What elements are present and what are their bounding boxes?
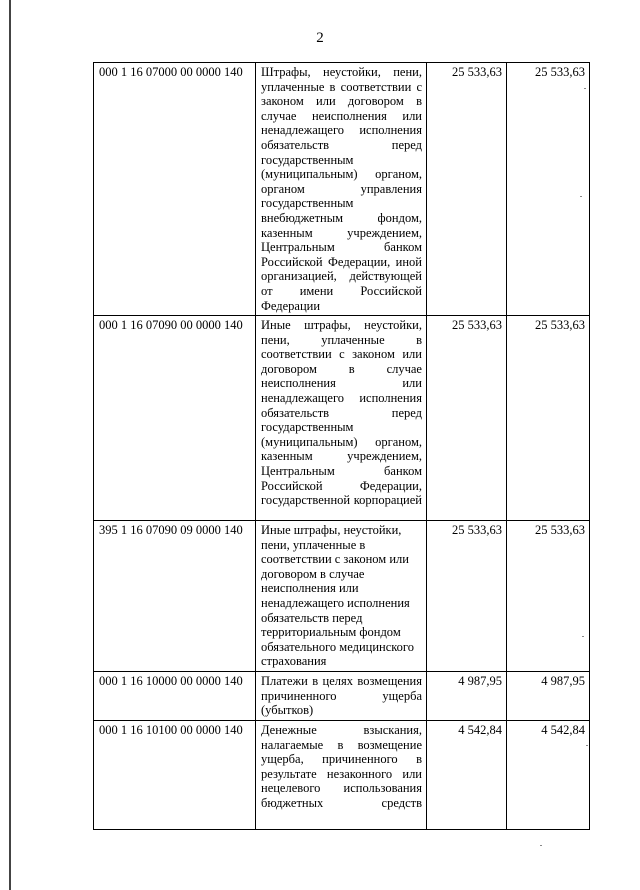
budget-revenue-table	[93, 62, 590, 830]
table-row	[94, 63, 590, 316]
revenue-code-cell: 000 1 16 10000 00 0000 140	[94, 672, 256, 721]
page-number: 2	[316, 30, 324, 46]
amount-cell: 4 542,84	[427, 721, 507, 830]
scan-speck	[540, 845, 542, 846]
revenue-description-cell: Иные штрафы, неустойки, пени, уплаченные в соответствии с законом или договором в случае неисполнения или ненадлежащего исполнения обязательств перед государственным (муниципальным) органом, казенным учреждением, Центральным банком Российской Федерации, государственной корпорацией	[256, 316, 427, 521]
scan-speck	[582, 636, 584, 637]
revenue-code-cell: 000 1 16 07000 00 0000 140	[94, 63, 256, 316]
scan-speck	[586, 745, 588, 746]
left-margin-line	[9, 0, 11, 890]
amount-cell: 25 533,63	[507, 521, 590, 672]
amount-cell: 25 533,63	[427, 316, 507, 521]
amount-cell: 25 533,63	[427, 63, 507, 316]
table-row	[94, 672, 590, 721]
amount-cell: 25 533,63	[507, 316, 590, 521]
scan-speck	[580, 196, 582, 197]
revenue-code-cell: 000 1 16 10100 00 0000 140	[94, 721, 256, 830]
amount-cell: 25 533,63	[507, 63, 590, 316]
table-row	[94, 316, 590, 521]
amount-cell: 4 542,84	[507, 721, 590, 830]
scan-speck	[584, 88, 586, 89]
amount-cell: 25 533,63	[427, 521, 507, 672]
table-row	[94, 521, 590, 672]
revenue-description-cell: Иные штрафы, неустойки, пени, уплаченные в соответствии с законом или договором в случае неисполнения или ненадлежащего исполнения обязательств перед территориальным фондом обязательного медицинского страхования	[256, 521, 427, 672]
revenue-code-cell: 000 1 16 07090 00 0000 140	[94, 316, 256, 521]
revenue-description-cell: Денежные взыскания, налагаемые в возмещение ущерба, причиненного в результате незаконного или нецелевого использования бюджетных средств	[256, 721, 427, 830]
revenue-description-cell: Штрафы, неустойки, пени, уплаченные в соответствии с законом или договором в случае неисполнения или ненадлежащего исполнения обязательств перед государственным (муниципальным) органом, органом управления государственным внебюджетным фондом, казенным учреждением, Центральным банком Российской Федерации, иной организацией, действующей от имени Российской Федерации	[256, 63, 427, 316]
amount-cell: 4 987,95	[427, 672, 507, 721]
table-row	[94, 721, 590, 830]
revenue-description-cell: Платежи в целях возмещения причиненного ущерба (убытков)	[256, 672, 427, 721]
revenue-code-cell: 395 1 16 07090 09 0000 140	[94, 521, 256, 672]
amount-cell: 4 987,95	[507, 672, 590, 721]
